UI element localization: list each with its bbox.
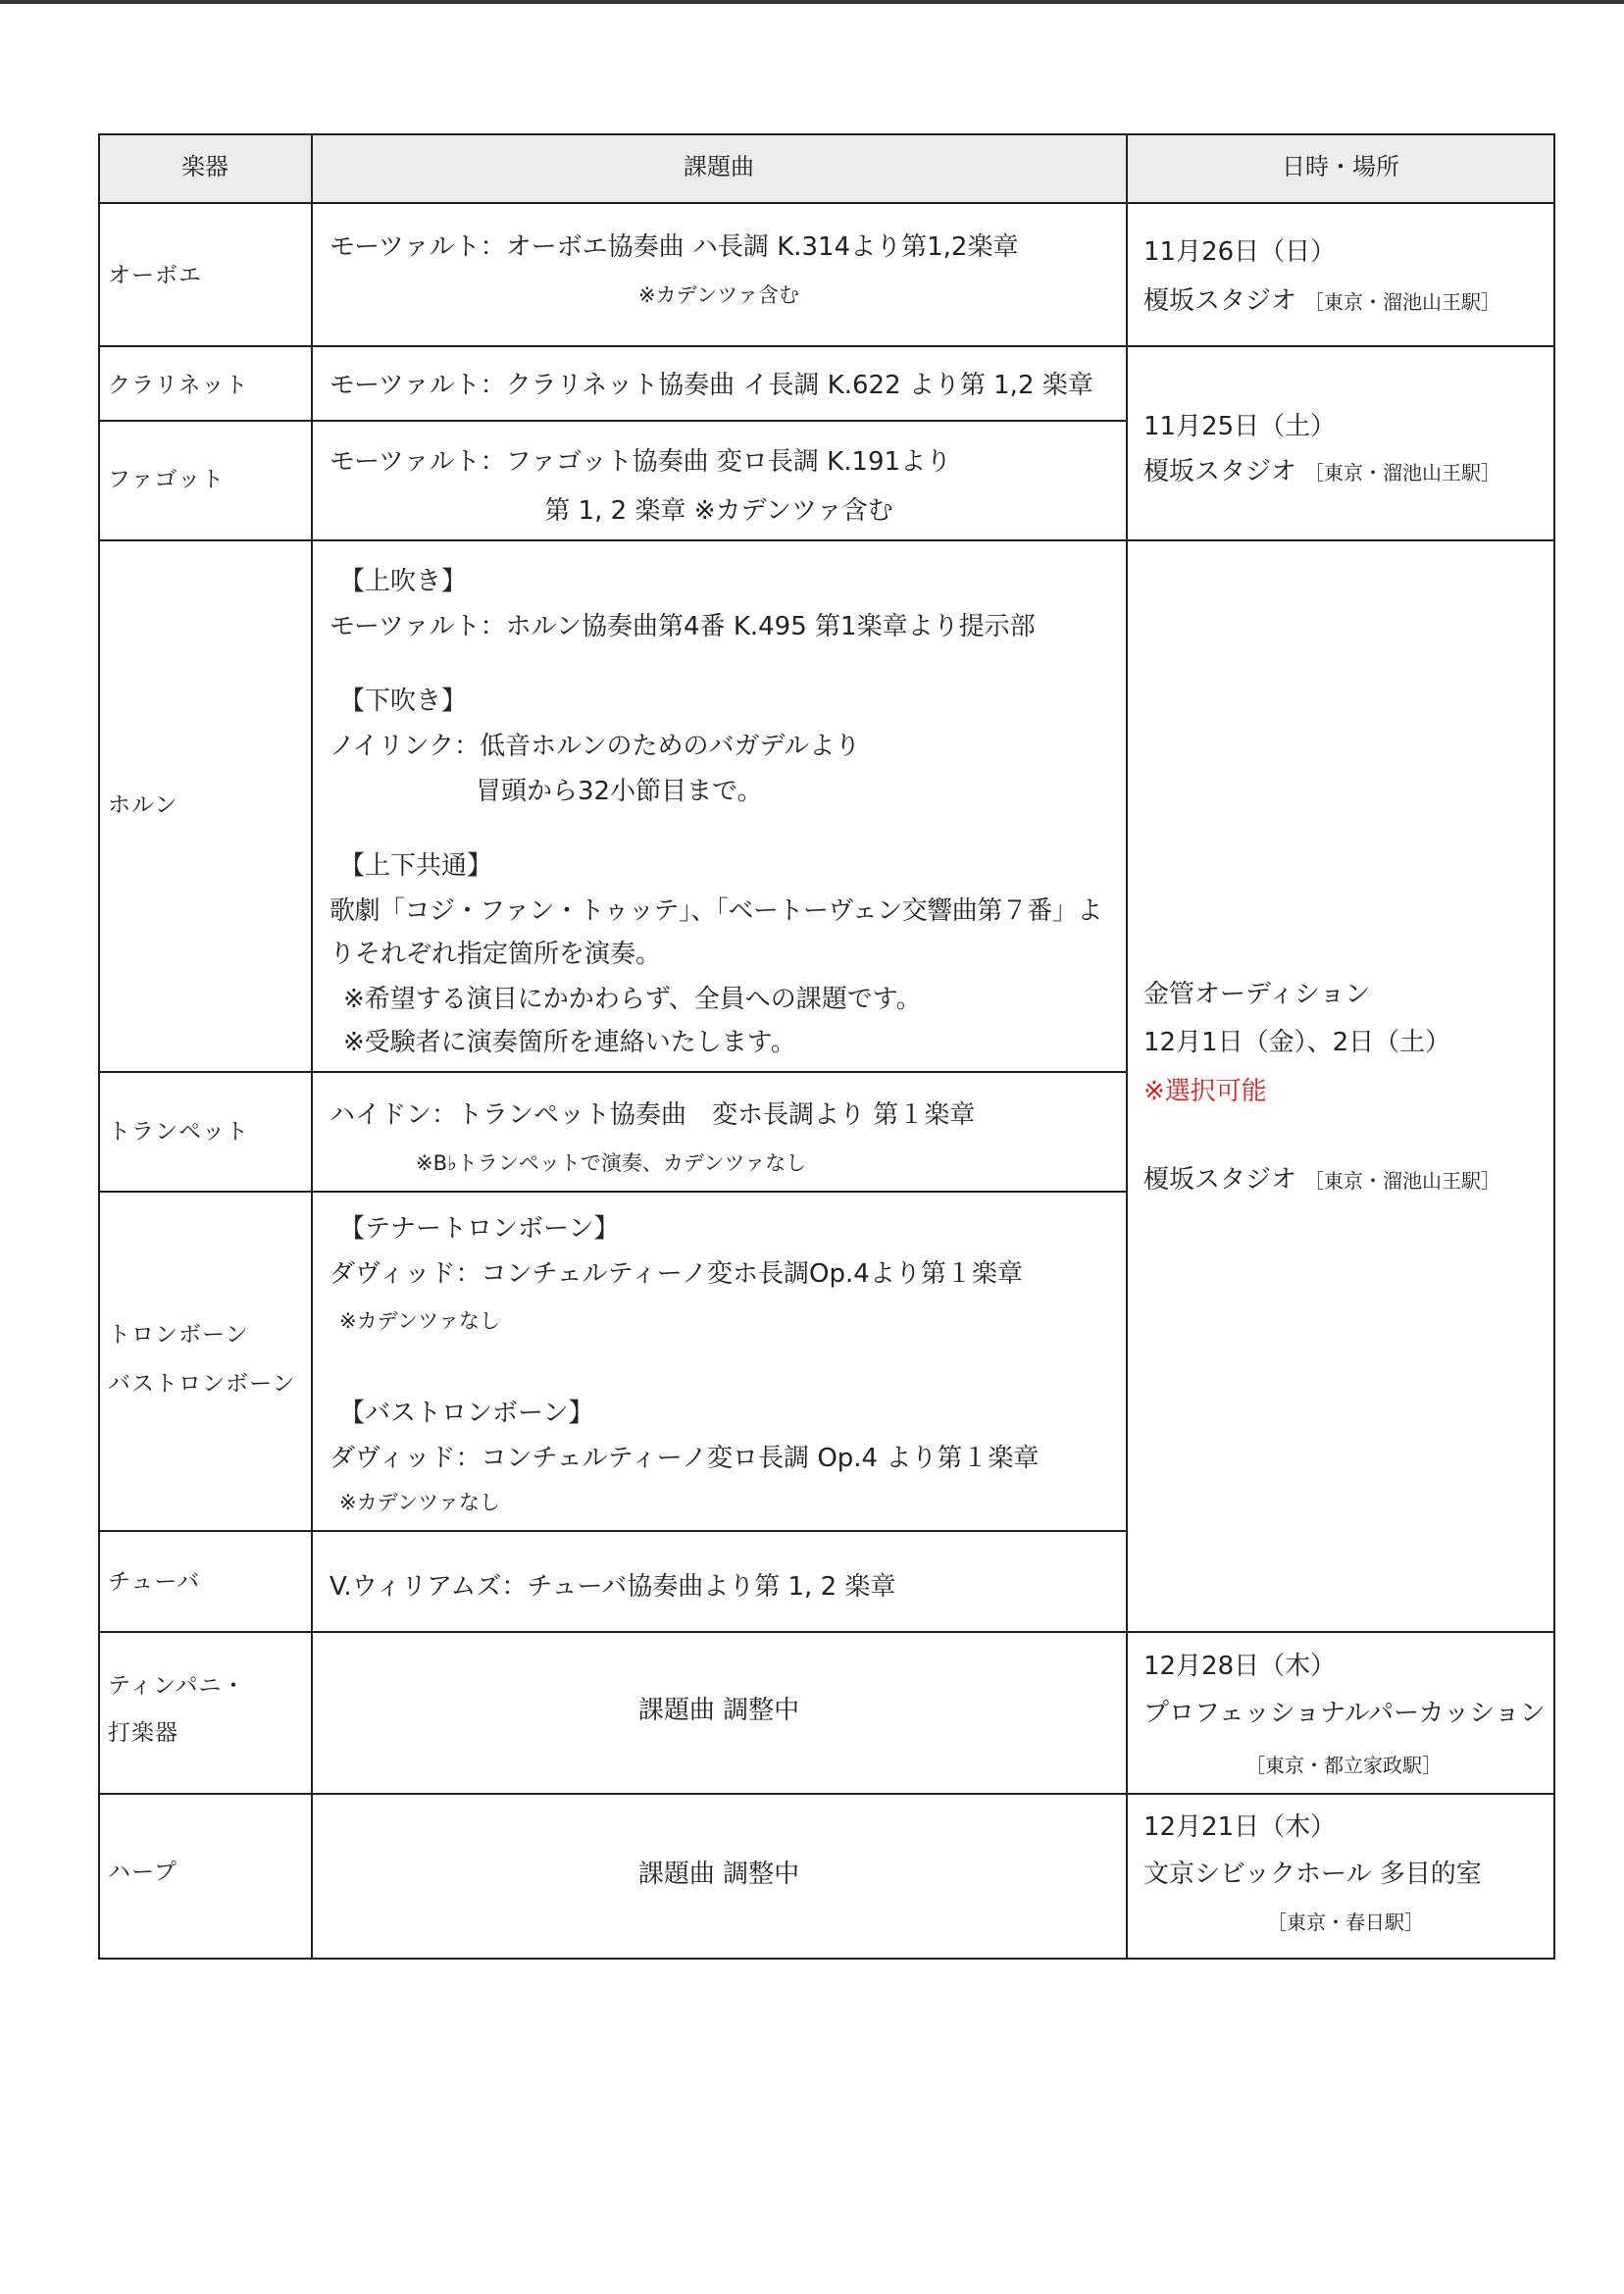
venue-station: ［東京・溜池山王駅］ (1304, 290, 1501, 314)
table-border-left (98, 133, 100, 1960)
row-divider (98, 1793, 1555, 1795)
piece-line: ダヴィッド：コンチェルティーノ変ホ長調Op.4より第１楽章 (330, 1259, 1023, 1289)
venue-name: 榎坂スタジオ (1143, 286, 1297, 316)
oboe-date: 11月26日（日） (1143, 237, 1337, 267)
piece-line: 冒頭から32小節目まで。 (476, 777, 763, 806)
percussion-date: 12月28日（木） (1143, 1652, 1337, 1681)
piece-line: りそれぞれ指定箇所を演奏。 (330, 940, 662, 969)
header-datetime: 日時・場所 (1282, 153, 1399, 180)
column-divider (311, 133, 313, 1960)
oboe-venue (1143, 288, 1500, 314)
harp-venue-station: ［東京・春日駅］ (1267, 1911, 1424, 1934)
piece-line: 第 1, 2 楽章 ※カデンツァ含む (544, 496, 893, 526)
table-border-bottom (98, 1958, 1555, 1960)
instrument-oboe: オーボエ (108, 263, 202, 288)
brass-audition-title: 金管オーディション (1143, 980, 1371, 1009)
piece-line: モーツァルト：クラリネット協奏曲 イ長調 K.622 より第 1,2 楽章 (330, 371, 1093, 400)
piece-note: ※カデンツァ含む (638, 283, 799, 307)
piece-heading: 【テナートロンボーン】 (339, 1214, 620, 1244)
instrument-harp: ハープ (108, 1860, 178, 1885)
row-divider (98, 1191, 1128, 1193)
piece-line: モーツァルト：オーボエ協奏曲 ハ長調 K.314より第1,2楽章 (330, 232, 1019, 262)
row-divider (98, 1071, 1128, 1073)
row-divider (98, 1530, 1128, 1532)
piece-line: ノイリンク：低音ホルンのためのバガデルより (330, 732, 861, 761)
table-border-right (1553, 133, 1555, 1960)
percussion-venue-station: ［東京・都立家政駅］ (1245, 1754, 1442, 1777)
brass-venue (1143, 1167, 1500, 1193)
header-instrument: 楽器 (181, 153, 228, 180)
piece-line: 歌劇「コジ・ファン・トゥッテ」、「ベートーヴェン交響曲第７番」よ (330, 896, 1102, 926)
piece-note: ※受験者に演奏箇所を連絡いたします。 (343, 1028, 796, 1057)
piece-note: ※カデンツァなし (339, 1309, 500, 1333)
venue-name: 榎坂スタジオ (1143, 1165, 1297, 1195)
column-divider (1126, 133, 1128, 1960)
piece-note: ※B♭トランペットで演奏、カデンツァなし (416, 1151, 807, 1175)
row-divider (98, 539, 1555, 541)
instrument-clarinet: クラリネット (108, 373, 249, 398)
instrument-fagotto: ファゴット (108, 467, 226, 492)
instrument-percussion: 打楽器 (108, 1720, 178, 1746)
instrument-tuba: チューバ (108, 1569, 201, 1595)
header-piece: 課題曲 (684, 153, 754, 180)
table-border-top (98, 133, 1555, 135)
piece-note: ※希望する演目にかかわらず、全員への課題です。 (343, 985, 922, 1014)
row-divider (98, 345, 1555, 347)
winds-venue (1143, 459, 1500, 484)
row-divider (98, 1631, 1555, 1633)
row-divider (98, 202, 1555, 204)
piece-heading: 【バストロンボーン】 (339, 1399, 594, 1428)
winds-date: 11月25日（土） (1143, 412, 1337, 441)
piece-line: 課題曲 調整中 (637, 1860, 800, 1889)
piece-heading: 【上下共通】 (339, 851, 493, 881)
harp-venue: 文京シビックホール 多目的室 (1143, 1860, 1482, 1889)
piece-line: モーツァルト：ファゴット協奏曲 変ロ長調 K.191より (330, 447, 952, 477)
piece-note: ※カデンツァなし (339, 1491, 500, 1514)
venue-station: ［東京・溜池山王駅］ (1304, 1169, 1501, 1193)
brass-selectable-note: ※選択可能 (1143, 1077, 1267, 1106)
brass-date: 12月1日（金）、2日（土） (1143, 1028, 1451, 1057)
piece-line: モーツァルト：ホルン協奏曲第4番 K.495 第1楽章より提示部 (330, 612, 1036, 641)
piece-line: V.ウィリアムズ：チューバ協奏曲より第 1, 2 楽章 (330, 1572, 896, 1602)
piece-line: 課題曲 調整中 (637, 1696, 800, 1725)
instrument-bass-trombone: バストロンボーン (108, 1371, 296, 1397)
piece-heading: 【上吹き】 (339, 567, 468, 596)
harp-date: 12月21日（木） (1143, 1812, 1337, 1842)
venue-station: ［東京・溜池山王駅］ (1304, 461, 1501, 484)
instrument-trombone: トロンボーン (108, 1322, 249, 1348)
piece-heading: 【下吹き】 (339, 687, 468, 716)
instrument-timpani: ティンパニ・ (108, 1673, 246, 1699)
instrument-horn: ホルン (108, 792, 178, 818)
row-divider (98, 420, 1128, 422)
piece-line: ダヴィッド：コンチェルティーノ変ロ長調 Op.4 より第１楽章 (330, 1444, 1040, 1473)
piece-line: ハイドン：トランペット協奏曲 変ホ長調より 第１楽章 (330, 1100, 976, 1130)
instrument-trumpet: トランペット (108, 1119, 249, 1145)
percussion-venue: プロフェッショナルパーカッション (1143, 1699, 1546, 1728)
venue-name: 榎坂スタジオ (1143, 457, 1297, 486)
